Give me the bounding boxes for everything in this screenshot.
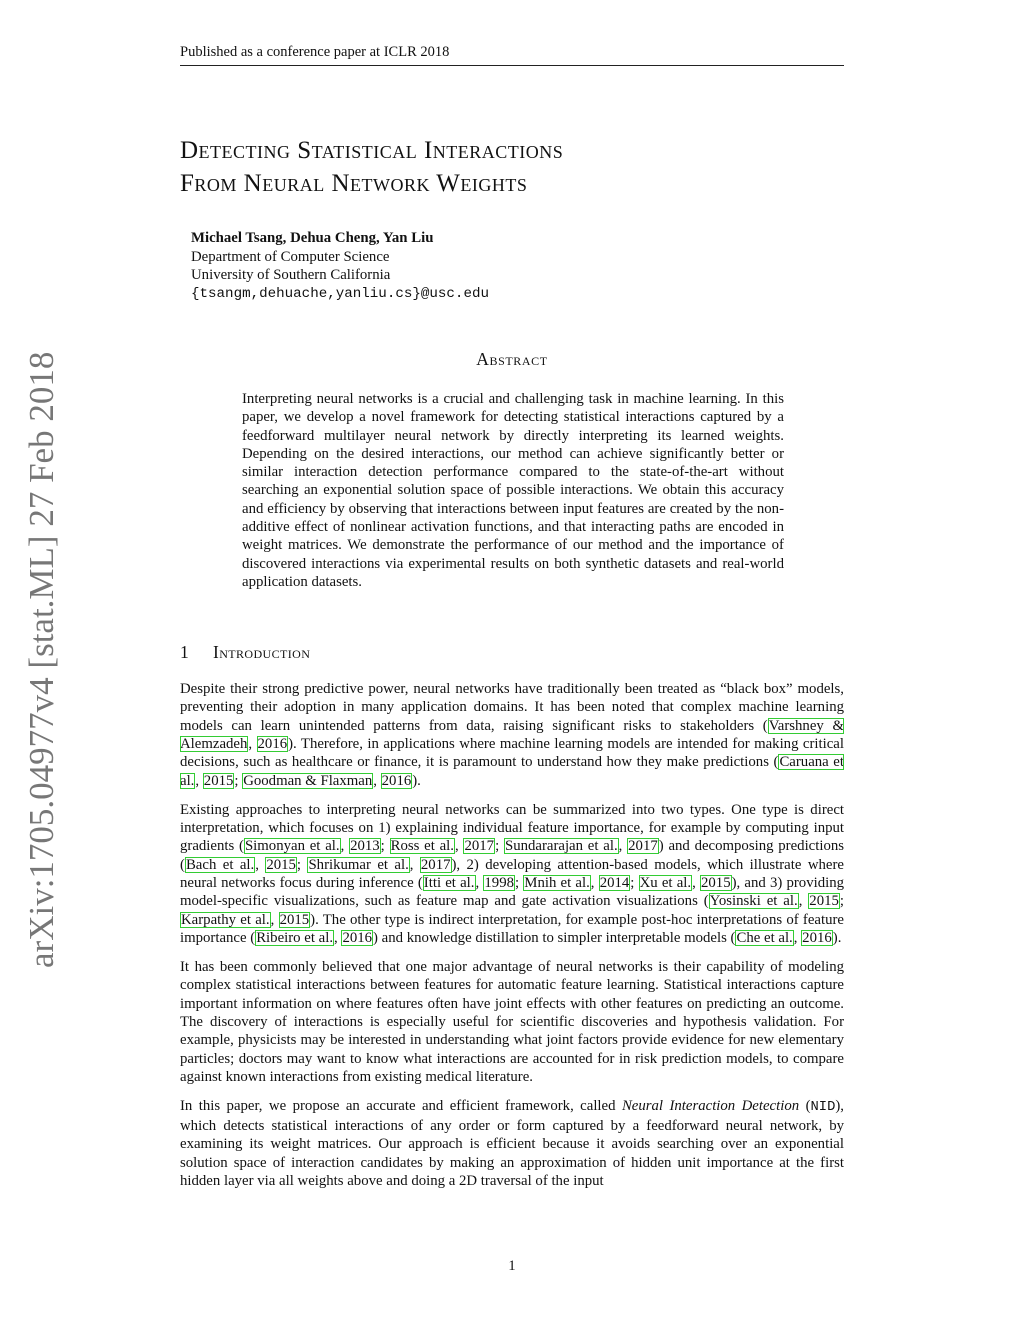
citation-link[interactable]: 2016 <box>802 929 832 946</box>
title-line-1: Detecting Statistical Interactions <box>180 137 564 164</box>
text: ; <box>380 838 390 855</box>
citation-link[interactable]: Mnih et al. <box>524 874 590 891</box>
text: , <box>248 736 257 753</box>
citation-link[interactable]: Varshney & Alemzadeh <box>180 717 844 753</box>
citation-link[interactable]: Xu et al. <box>639 874 692 891</box>
text: ). Therefore, in applications where machine learning models are intended for making critical decisions, such as healthcare or finance, it is paramount to understand how they make predictions ( <box>180 736 844 771</box>
citation-link[interactable]: Yosinski et al. <box>709 893 798 910</box>
citation-link[interactable]: Bach et al. <box>185 856 255 873</box>
citation-link[interactable]: 2016 <box>381 772 412 789</box>
text: , <box>340 838 350 855</box>
text: , <box>409 856 420 873</box>
text: , <box>255 856 266 873</box>
author-email: {tsangm,dehuache,yanliu.cs}@usc.edu <box>191 285 489 302</box>
text: , <box>692 874 700 891</box>
text: ). <box>832 929 842 946</box>
citation-link[interactable]: Simonyan et al. <box>244 838 340 855</box>
section-heading <box>180 642 310 663</box>
citation-link[interactable]: Goodman & Flaxman <box>243 772 373 789</box>
author-names: Michael Tsang, Dehua Cheng, Yan Liu <box>191 230 434 246</box>
section-body <box>180 680 844 1201</box>
text: ; <box>630 874 639 891</box>
citation-link[interactable]: 2017 <box>420 856 451 873</box>
citation-link[interactable]: 2015 <box>266 856 296 873</box>
citation-link[interactable]: 2016 <box>257 736 288 753</box>
text: ). <box>412 772 421 789</box>
text: , <box>195 772 203 789</box>
citation-link[interactable]: 2015 <box>203 772 234 789</box>
text: ), which detects statistical interactions of any order or form captured by a feedforward neural network, by examining its weight matrices. Our approach is efficient because it avoids searching over an exponential solution space of interaction candidates by making an approximation of hidden unit importance at the first hidden layer via all weights above and doing a 2D traversal of the input <box>180 1097 844 1190</box>
text: , <box>618 838 628 855</box>
citation-link[interactable]: 1998 <box>484 874 514 891</box>
text: , <box>270 911 279 928</box>
citation-link[interactable]: Itti et al. <box>423 874 475 891</box>
text: ; <box>839 893 845 910</box>
text: , <box>590 874 599 891</box>
text: ; <box>495 838 504 855</box>
citation-link[interactable]: Che et al. <box>736 929 793 946</box>
author-department: Department of Computer Science <box>191 248 390 265</box>
page-number: 1 <box>508 1258 516 1274</box>
running-header: Published as a conference paper at ICLR 2018 <box>180 44 844 66</box>
paragraph-1 <box>180 680 844 790</box>
citation-link[interactable]: 2015 <box>701 874 731 891</box>
text: , <box>798 893 809 910</box>
text: ( <box>799 1097 811 1114</box>
text: ), and 3) providing model-specific visualizations, such as feature map and gate activation visualizations ( <box>180 874 845 910</box>
citation-link[interactable]: 2014 <box>599 874 630 891</box>
text: , <box>793 929 802 946</box>
citation-link[interactable]: Karpathy et al. <box>181 911 270 928</box>
text: ; <box>296 856 308 873</box>
text: ) and decomposing predictions ( <box>180 838 845 873</box>
citation-link[interactable]: 2015 <box>279 911 310 928</box>
text: , <box>373 772 381 789</box>
citation-link[interactable]: Sundararajan et al. <box>504 838 618 855</box>
citation-link[interactable]: 2017 <box>628 838 658 855</box>
text: ; <box>514 874 524 891</box>
citation-link[interactable]: Shrikumar et al. <box>308 856 409 873</box>
abstract-heading: Abstract <box>476 349 548 369</box>
text: In this paper, we propose an accurate and efficient framework, called <box>180 1097 622 1114</box>
paragraph-4 <box>180 1097 844 1191</box>
text: Existing approaches to interpreting neural networks can be summarized into two types. One type is direct interpretation, which focuses on 1) explaining individual feature importance, for example by computing input gradients ( <box>180 801 844 855</box>
text: ), 2) developing attention-based models, which illustrate where neural networks focus during inference ( <box>180 856 844 891</box>
citation-link[interactable]: 2013 <box>350 838 380 855</box>
section-number: 1 <box>180 642 190 662</box>
text: ). The other type is indirect interpretation, for example post-hoc interpretations of feature importance ( <box>180 911 844 946</box>
paragraph-2 <box>180 801 844 948</box>
title-line-2: From Neural Network Weights <box>180 170 528 197</box>
text: , <box>475 874 484 891</box>
paper-title <box>180 134 563 200</box>
citation-link[interactable]: Ribeiro et al. <box>256 929 334 946</box>
citation-link[interactable]: 2017 <box>464 838 495 855</box>
author-block <box>191 229 489 303</box>
citation-link[interactable]: Caruana et al. <box>180 754 844 789</box>
abstract-text: Interpreting neural networks is a crucial and challenging task in machine learning. In this paper, we develop a novel framework for detecting statistical interactions captured by a feedforward multilayer neural network by directly interpreting its learned weights. Depending on the desired interactions, our method can achieve significantly better or similar interaction detection performance compared to the state-of-the-art without searching an exponential solution space of possible interactions. We obtain this accuracy and efficiency by observing that interactions between input features are created by the non-additive effect of nonlinear activation functions, and that interacting paths are encoded in weight matrices. We demonstrate the performance of our method and the importance of discovered interactions via experimental results on both synthetic datasets and real-world application datasets. <box>242 391 784 590</box>
arxiv-identifier: arXiv:1705.04977v4 [stat.ML] 27 Feb 2018 <box>22 351 61 968</box>
citation-link[interactable]: 2015 <box>809 893 839 910</box>
text: Despite their strong predictive power, neural networks have traditionally been treated as “black box” models, preventing their adoption in many application domains. It has been noted that complex machine learning models can learn unintended patterns from data, raising significant risks to stakeholders ( <box>180 681 844 734</box>
author-university: University of Southern California <box>191 267 391 283</box>
section-title: Introduction <box>213 642 311 662</box>
method-name: Neural Interaction Detection <box>621 1097 800 1114</box>
text: ; <box>234 772 243 789</box>
paragraph-3: It has been commonly believed that one major advantage of neural networks is their capability of modeling complex statistical interactions between features for automatic feature learning. Statistical interactions capture important information on where features often have joint effects with other features on predicting an outcome. The discovery of interactions is especially useful for scientific discoveries and hypothesis validation. For example, physicists may be interested in understanding what joint factors provide evidence for new elementary particles; doctors may want to know what interactions are accounted for in risk prediction models, to compare against known interactions from existing medical literature. <box>180 958 844 1085</box>
citation-link[interactable]: Ross et al. <box>390 838 454 855</box>
text: ) and knowledge distillation to simpler interpretable models ( <box>373 929 736 946</box>
text: , <box>334 929 342 946</box>
citation-link[interactable]: 2016 <box>342 929 373 946</box>
method-acronym: NID <box>810 1099 836 1115</box>
text: , <box>454 838 464 855</box>
